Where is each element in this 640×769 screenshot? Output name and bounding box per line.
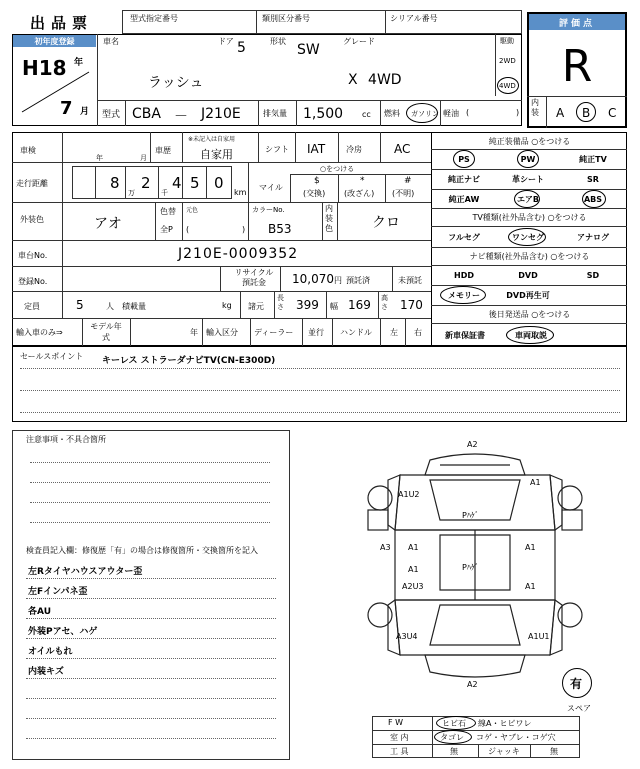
- dmg-roof: Pﾊｹﾞ: [462, 563, 479, 572]
- fuel-circle: [406, 103, 438, 123]
- fw-desc: 線A・ヒビワレ: [478, 719, 532, 728]
- mileage-box: [72, 166, 232, 199]
- note-line-3: 各AU: [28, 607, 51, 617]
- dmg-rear: A2: [467, 680, 478, 689]
- mileage-digit-5: 0: [214, 174, 224, 192]
- note-line-5: オイルもれ: [28, 647, 73, 657]
- doc-manual: 車両取説: [515, 330, 547, 340]
- equip-tv: 純正TV: [579, 154, 607, 164]
- jack-value: 無: [550, 747, 558, 756]
- car-grade: X 4WD: [348, 72, 402, 88]
- interior-grade-b: B: [582, 106, 591, 120]
- dmg-right-quarter: A1U1: [528, 632, 550, 641]
- note-line-6: 内装キズ: [28, 667, 64, 677]
- chassis-number: J210E-0009352: [178, 246, 299, 262]
- shift-value: IAT: [307, 142, 326, 156]
- interior-grade-circle: [576, 102, 596, 122]
- dmg-left-rear: A2U3: [402, 582, 424, 591]
- model-prefix: CBA: [132, 106, 161, 122]
- interior-color: クロ: [372, 215, 400, 231]
- interior-row-label: 室 内: [390, 733, 409, 742]
- jack-label: ジャッキ: [488, 747, 520, 756]
- equip-leather: 革シート: [512, 174, 544, 184]
- body-shape: SW: [297, 42, 320, 58]
- tv-oneseg: ワンセグ: [512, 232, 544, 242]
- dmg-right-door: A1: [525, 543, 536, 552]
- dmg-left-rear-door: A1: [408, 565, 419, 574]
- interior-grade-a: A: [556, 106, 565, 120]
- aircon-value: AC: [394, 142, 411, 156]
- dmg-lf-fender: A1U2: [398, 490, 420, 499]
- score-value: R: [561, 40, 593, 92]
- inspector-title: 検査員記入欄：修復歴「有」の場合は修復箇所・交換箇所を記入: [26, 546, 258, 555]
- spare-value: 有: [570, 677, 583, 691]
- recycle-amount: 10,070: [292, 272, 334, 286]
- fw-mark: ヒビ石: [442, 719, 466, 728]
- navi-memory: メモリー: [448, 290, 480, 300]
- model-code: J210E: [201, 106, 241, 122]
- sales-point-text: キーレス ストラーダナビTV(CN-E300D): [102, 356, 276, 366]
- equip-pw: PW: [520, 154, 536, 164]
- exterior-color: アオ: [94, 216, 122, 232]
- height-value: 170: [400, 298, 423, 312]
- drive-4wd: 4WD: [499, 82, 516, 90]
- first-reg-year: H18: [22, 56, 67, 80]
- doc-warranty: 新車保証書: [445, 330, 485, 340]
- interior-mark: タゴレ: [440, 733, 464, 742]
- katashiki-label: 型式指定番号: [130, 14, 178, 23]
- color-no: B53: [268, 222, 292, 236]
- mileage-digit-4: 5: [190, 174, 200, 192]
- shareki-value: 自家用: [200, 148, 233, 161]
- equip-navi: 純正ナビ: [448, 174, 480, 184]
- drive-circle: [497, 77, 519, 94]
- displacement: 1,500: [303, 106, 344, 122]
- ruibetsu-label: 類別区分番号: [262, 14, 310, 23]
- dmg-left-quarter: A3U4: [396, 632, 418, 641]
- navi-dvd: DVD: [518, 270, 538, 280]
- tools-value: 無: [450, 747, 458, 756]
- navi-sd: SD: [586, 270, 600, 280]
- navi-title: ナビ種類(社外品含む) ○をつける: [469, 251, 590, 261]
- width-value: 169: [348, 298, 371, 312]
- tv-title: TV種類(社外品含む) ○をつける: [472, 212, 587, 222]
- equip-ps: PS: [458, 154, 470, 164]
- length-value: 399: [296, 298, 319, 312]
- note-line-1: 左Rタイヤハウスアウター歪: [28, 567, 143, 577]
- equip-sr: SR: [587, 174, 599, 184]
- navi-dvd-play: DVD再生可: [506, 290, 550, 300]
- interior-desc: コゲ・ヤブレ・コゲ穴: [476, 733, 556, 742]
- dmg-rf-fender: A1: [530, 478, 541, 487]
- score-header: 評価点: [529, 14, 625, 30]
- car-name: ラッシュ: [148, 75, 204, 91]
- tv-fullseg: フルセグ: [448, 232, 480, 242]
- docs-title: 後日発送品 ○をつける: [488, 309, 571, 319]
- header-number-box: [122, 10, 522, 34]
- equipment-title: 純正装備品 ○をつける: [488, 136, 571, 146]
- sales-point-label: セールスポイント: [20, 352, 84, 361]
- capacity: 5: [76, 298, 84, 312]
- note-line-4: 外装Pアセ、ハゲ: [28, 627, 98, 637]
- first-reg-month: 7: [60, 98, 73, 119]
- dmg-bonnet: Pﾊｹﾞ: [462, 511, 479, 520]
- fw-label: F W: [388, 718, 404, 727]
- dmg-front: A2: [467, 440, 478, 449]
- tv-analog: アナログ: [577, 232, 609, 242]
- spare-label: スペア: [567, 704, 591, 713]
- navi-hdd: HDD: [454, 270, 474, 280]
- dmg-left-door: A1: [408, 543, 419, 552]
- sheet-title: 出品票: [30, 14, 94, 32]
- equip-abs: ABS: [583, 194, 603, 204]
- serial-label: シリアル番号: [390, 14, 438, 23]
- dmg-right-rear: A1: [525, 582, 536, 591]
- door-count: 5: [237, 40, 246, 56]
- fuel-gasoline: ガソリン: [411, 110, 439, 118]
- tools-label: 工 具: [390, 747, 409, 756]
- interior-grade-c: C: [608, 106, 617, 120]
- mileage-digit-1: 8: [110, 174, 120, 192]
- mileage-digit-3: 4: [172, 174, 182, 192]
- equip-aw: 純正AW: [448, 194, 480, 204]
- interior-label: 内装: [531, 98, 539, 117]
- dmg-left-a3: A3: [380, 543, 391, 552]
- equip-airbag: エアB: [516, 194, 540, 204]
- notes-title: 注意事項・不具合箇所: [26, 435, 106, 444]
- note-line-2: 左Fインパネ歪: [28, 587, 88, 597]
- first-reg-label: 初年度登録: [13, 35, 96, 47]
- mileage-digit-2: 2: [141, 174, 151, 192]
